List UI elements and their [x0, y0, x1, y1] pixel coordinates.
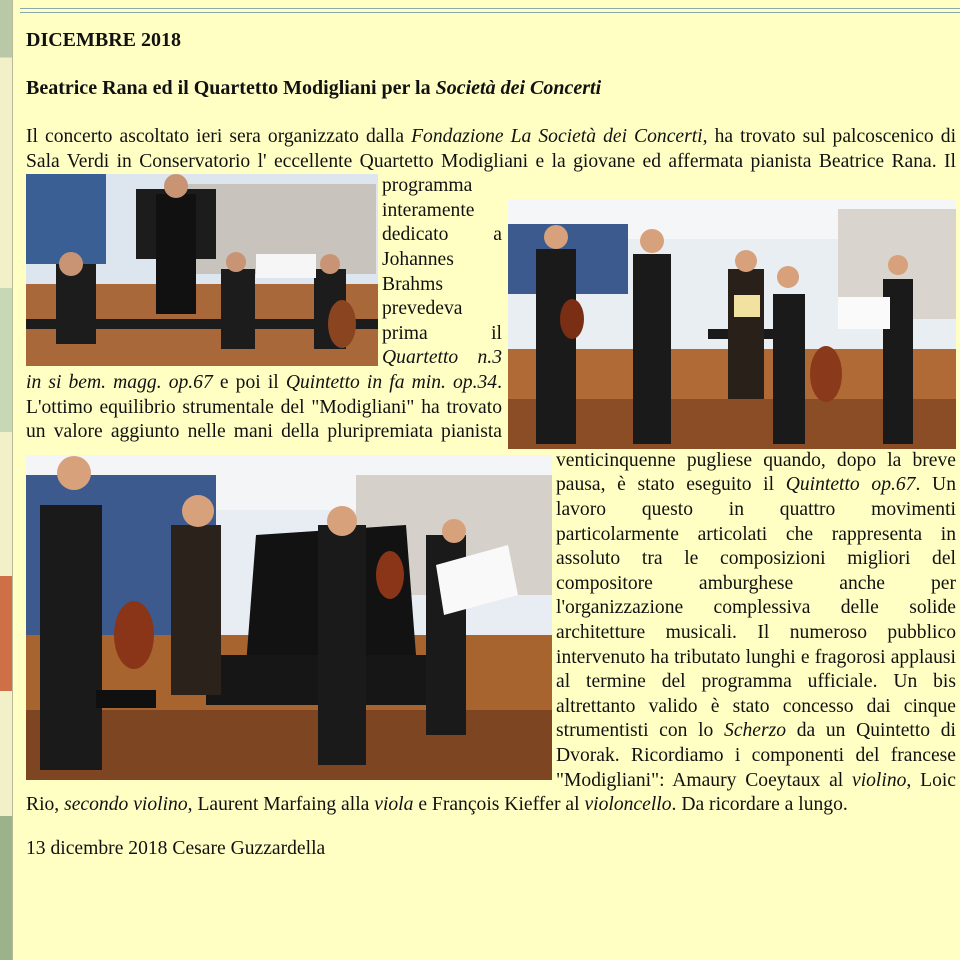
article-italic: Quintetto op.67	[785, 474, 916, 496]
article-italic: violoncello	[584, 794, 672, 816]
article-text: , Loic Rio,	[26, 769, 957, 816]
article-text: e François Kieffer al	[413, 794, 585, 816]
concert-photo-applause	[26, 455, 552, 780]
article-text: da un Quintetto di Dvorak. Ricordiamo i componenti del francese "Modigliani": Amaury Coeytaux al	[556, 720, 956, 791]
headline-text: Beatrice Rana ed il Quartetto Modigliani per la	[26, 77, 436, 99]
date-heading: DICEMBRE 2018	[26, 29, 182, 51]
article-italic: Fondazione La Società dei Concerti	[411, 126, 703, 147]
concert-photo-bow	[508, 199, 956, 449]
article-text: . L'ottimo equilibrio strumentale del "Modigliani" ha trovato un valore aggiunto nelle mani della pluripremiata	[26, 371, 502, 443]
article-text: Il concerto ascoltato ieri sera organizzato dalla	[26, 126, 412, 147]
article-text: la giovane ed affermata pianista Beatrice Rana. Il programma interamente dedicato a Johannes Brahms prevedeva prima il	[382, 150, 956, 344]
article-text: , Laurent Marfaing alla	[187, 794, 375, 816]
article-italic: secondo violino	[64, 794, 188, 816]
article-italic: Scherzo	[724, 720, 787, 742]
article-italic: Quintetto in fa min. op.34	[285, 371, 498, 393]
article-container	[26, 25, 956, 860]
article-text: pianista venticinquenne pugliese quando, dopo la breve pausa, è stato eseguito il	[441, 421, 956, 496]
article-italic: violino	[852, 769, 907, 791]
article-italic: Quartetto n.3 in si bem. magg. op.67	[26, 347, 502, 393]
article-text: , ha trovato sul palcoscenico di Sala Verdi in Conservatorio l' eccellente Quartetto Modigliani e	[26, 126, 957, 172]
article-text: e poi il	[212, 371, 286, 393]
article-italic: viola	[374, 794, 414, 816]
article-text: . Un lavoro questo in quattro movimenti particolarmente articolati che rappresenta in assoluto tra le composizioni migliori del compositore amburghese anche per l'organizzazione complessiva delle solide architetture musicali. Il numeroso pubblico intervenuto ha tributato lunghi e fragorosi applausi al termine del programma ufficiale. Un bis altrettanto valido è stato concesso dai cinque strumentisti con lo	[556, 474, 956, 742]
article-text: . Da ricordare a lungo.	[671, 794, 848, 816]
top-divider	[20, 8, 960, 13]
headline-italic: Società dei Concerti	[435, 77, 602, 99]
signature-line: 13 dicembre 2018 Cesare Guzzardella	[26, 837, 326, 859]
left-margin-strip	[0, 0, 13, 960]
article-headline	[26, 73, 956, 103]
article-body	[26, 125, 956, 818]
concert-photo-rehearsal	[26, 174, 378, 366]
